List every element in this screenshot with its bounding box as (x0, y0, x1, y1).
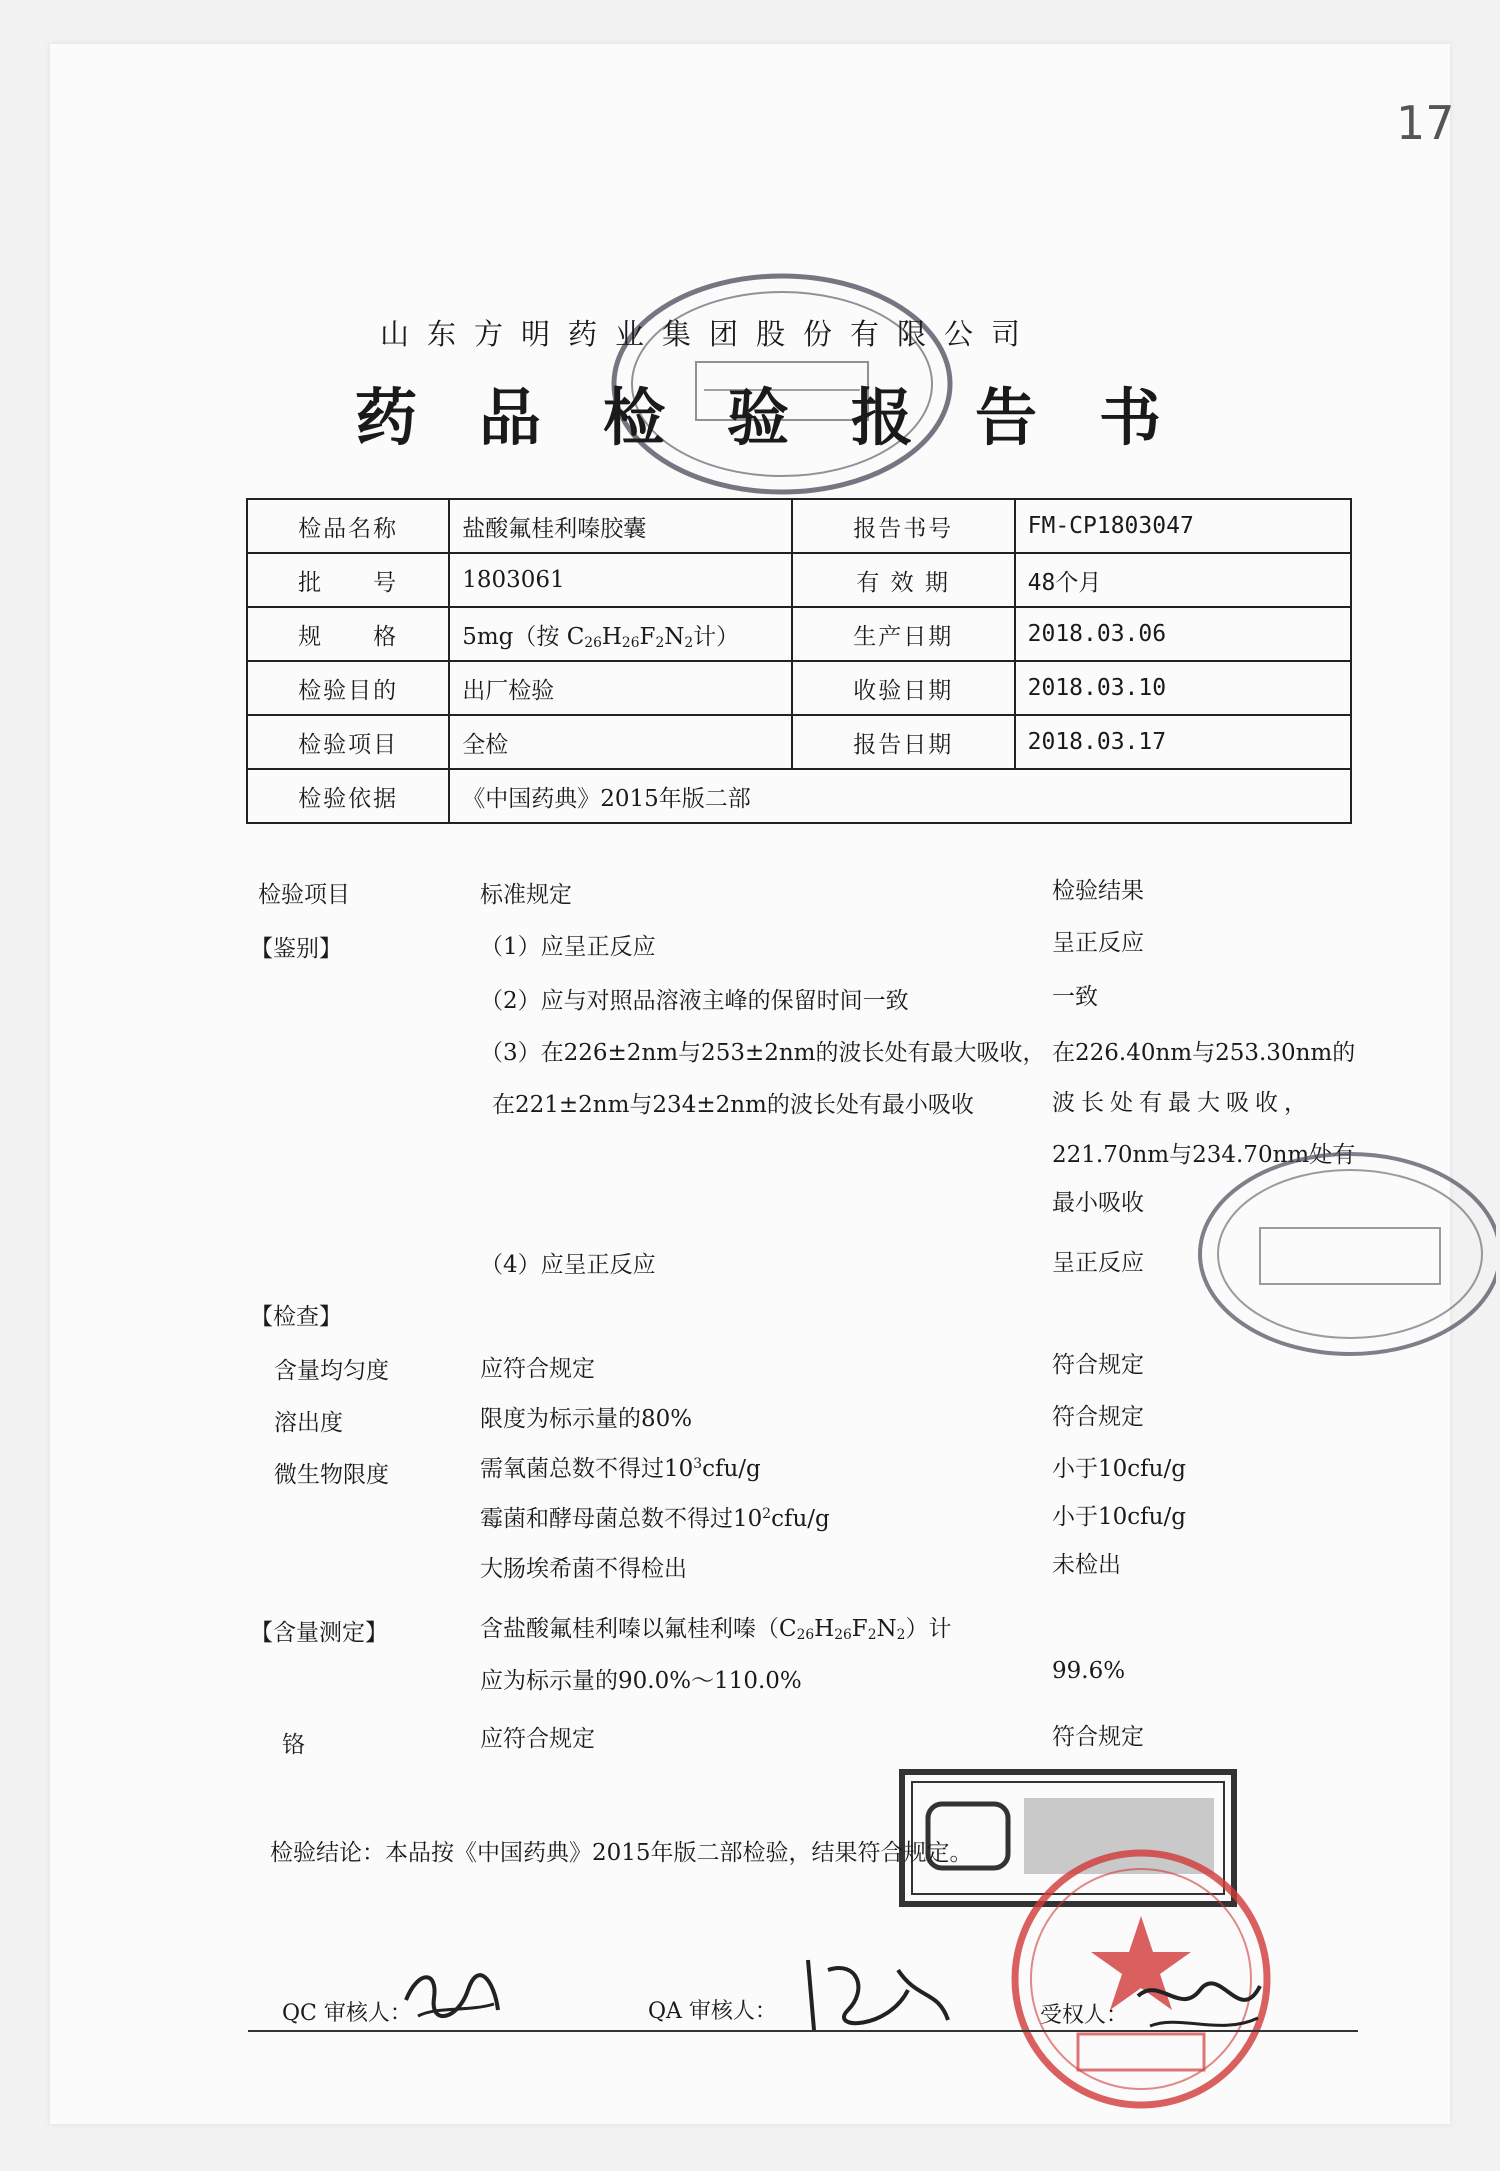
spec-label: 规 格 (247, 607, 449, 661)
company-seal-side (1190, 1144, 1496, 1364)
signature-divider (248, 2030, 1358, 2032)
spec-prefix: 5mg（按 C (462, 623, 585, 650)
uniformity-result: 符合规定 (1052, 1352, 1144, 1378)
spec-suffix: 计） (693, 623, 740, 650)
name-value: 盐酸氟桂利嗪胶囊 (449, 499, 792, 553)
report-date-label: 报告日期 (792, 715, 1015, 769)
recv-date-label: 收验日期 (792, 661, 1015, 715)
name-label: 检品名称 (247, 499, 449, 553)
ident-1-standard: （1）应呈正反应 (480, 934, 656, 960)
prod-date-label: 生产日期 (792, 607, 1015, 661)
ident-3-standard-b: 在221±2nm与234±2nm的波长处有最小吸收 (492, 1092, 974, 1118)
chromium-result: 符合规定 (1052, 1724, 1144, 1750)
micro-3-standard: 大肠埃希菌不得检出 (480, 1556, 687, 1582)
ident-3-result-a: 在226.40nm与253.30nm的 (1052, 1040, 1356, 1066)
item-label: 检验项目 (247, 715, 449, 769)
qc-signature (398, 1960, 508, 2030)
ident-3-result-b: 波长处有最大吸收， (1052, 1090, 1313, 1116)
conclusion: 检验结论：本品按《中国药典》2015年版二部检验，结果符合规定。 (270, 1840, 973, 1866)
document-title: 药品检验报告书 (355, 381, 1224, 454)
assay-standard-a: 含盐酸氟桂利嗪以氟桂利嗪$(C_{26}H_{26}F_2N_2)$计 (480, 1616, 952, 1643)
qa-signature (798, 1950, 958, 2040)
report-no-label: 报告书号 (792, 499, 1015, 553)
micro-1-text: 需氧菌总数不得过10 (480, 1456, 694, 1482)
dissolution-result: 符合规定 (1052, 1404, 1144, 1430)
ident-2-standard: （2）应与对照品溶液主峰的保留时间一致 (480, 988, 909, 1014)
report-no-value: FM-CP1803047 (1015, 499, 1351, 553)
dissolution-standard: 限度为标示量的80% (480, 1406, 693, 1432)
micro-2-text: 霉菌和酵母菌总数不得过10 (480, 1506, 763, 1532)
ident-4-result: 呈正反应 (1052, 1250, 1144, 1276)
micro-3-result: 未检出 (1052, 1552, 1121, 1578)
col-result-header: 检验结果 (1052, 878, 1144, 904)
ident-1-result: 呈正反应 (1052, 930, 1144, 956)
col-standard-header: 标准规定 (480, 882, 572, 908)
ident-3-standard-a: （3）在226±2nm与253±2nm的波长处有最大吸收， (480, 1040, 1046, 1066)
recv-date-value: 2018.03.10 (1015, 661, 1351, 715)
ident-4-standard: （4）应呈正反应 (480, 1252, 656, 1278)
assay-standard-a-text: 含盐酸氟桂利嗪以氟桂利嗪（C (480, 1616, 797, 1642)
table-row (247, 769, 1351, 823)
qc-reviewer-label: QC 审核人： (282, 2001, 412, 2026)
batch-value: 1803061 (449, 553, 792, 607)
authorized-person-label: 受权人： (1040, 2003, 1129, 2028)
micro-item: 微生物限度 (274, 1462, 389, 1488)
table-row (247, 553, 1351, 607)
uniformity-item: 含量均匀度 (274, 1358, 389, 1384)
table-row (247, 715, 1351, 769)
page-number: 17 (1396, 96, 1455, 150)
info-table (246, 498, 1352, 824)
micro-1-unit: cfu/g (702, 1456, 761, 1482)
table-row (247, 661, 1351, 715)
item-value: 全检 (449, 715, 792, 769)
ident-3-result-c: 221.70nm与234.70nm处有 (1052, 1142, 1356, 1168)
ident-section-title: 【鉴别】 (250, 936, 342, 962)
assay-section-title: 【含量测定】 (250, 1620, 388, 1646)
basis-value: 《中国药典》2015年版二部 (449, 769, 1351, 823)
valid-value: 48个月 (1015, 553, 1351, 607)
dissolution-item: 溶出度 (274, 1410, 343, 1436)
valid-label: 有 效 期 (792, 553, 1015, 607)
authorized-signature (1130, 1966, 1270, 2046)
batch-label: 批 号 (247, 553, 449, 607)
assay-standard-a-end: ）计 (905, 1616, 952, 1642)
prod-date-value: 2018.03.06 (1015, 607, 1351, 661)
col-item-header: 检验项目 (258, 882, 350, 908)
chromium-item: 铬 (282, 1732, 305, 1758)
purpose-label: 检验目的 (247, 661, 449, 715)
table-row (247, 499, 1351, 553)
micro-1-standard: 需氧菌总数不得过$10^3cfu/g$ (480, 1456, 761, 1482)
qa-reviewer-label: QA 审核人： (648, 1999, 777, 2024)
report-date-value: 2018.03.17 (1015, 715, 1351, 769)
check-section-title: 【检查】 (250, 1304, 342, 1330)
basis-label: 检验依据 (247, 769, 449, 823)
micro-2-standard: 霉菌和酵母菌总数不得过$10^2cfu/g$ (480, 1506, 830, 1532)
micro-1-result: 小于10cfu/g (1052, 1456, 1186, 1482)
ident-3-result-d: 最小吸收 (1052, 1190, 1144, 1216)
purpose-value: 出厂检验 (449, 661, 792, 715)
company-name: 山东方明药业集团股份有限公司 (380, 317, 1039, 351)
chromium-standard: 应符合规定 (480, 1726, 595, 1752)
spec-value: 5mg（按 $C_{26}H_{26}F_2N_2$计） (449, 607, 792, 661)
micro-2-unit: cfu/g (771, 1506, 830, 1532)
assay-result: 99.6% (1052, 1658, 1126, 1684)
uniformity-standard: 应符合规定 (480, 1356, 595, 1382)
micro-2-result: 小于10cfu/g (1052, 1504, 1186, 1530)
assay-standard-b: 应为标示量的90.0%～110.0% (480, 1668, 802, 1694)
table-row (247, 607, 1351, 661)
ident-2-result: 一致 (1052, 984, 1098, 1010)
